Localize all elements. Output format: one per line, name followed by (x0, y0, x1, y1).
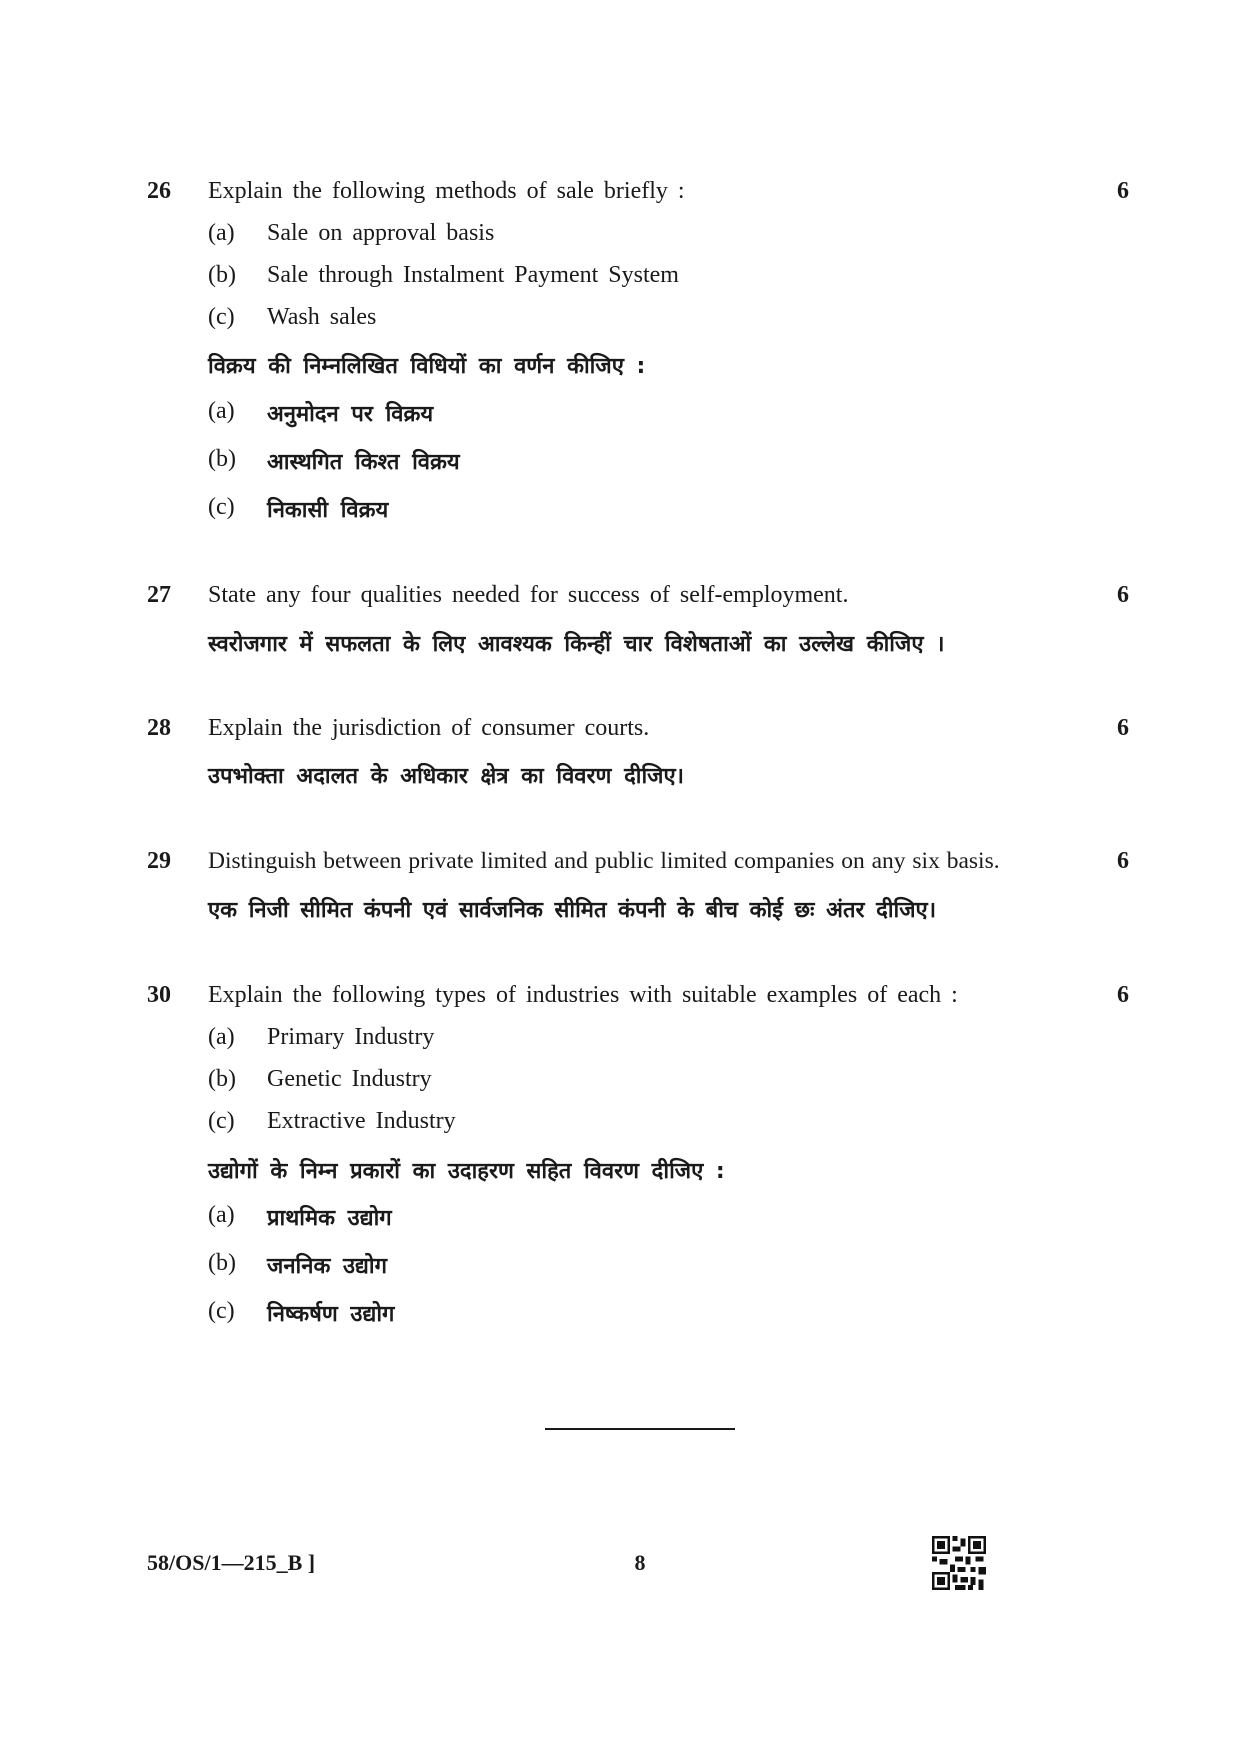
option-label: (c) (208, 1108, 235, 1134)
option-label: (a) (208, 1202, 235, 1228)
question-text-en: Explain the following types of industries with suitable examples of each : (208, 982, 958, 1008)
question-number: 27 (147, 582, 171, 608)
question-marks: 6 (1117, 848, 1129, 874)
option-label: (b) (208, 1250, 236, 1276)
option-label: (a) (208, 1024, 235, 1050)
question-number: 28 (147, 715, 171, 741)
option-text-hi: आस्थगित किश्त विक्रय (267, 450, 460, 475)
option-label: (a) (208, 398, 235, 424)
question-number: 26 (147, 178, 171, 204)
option-text-en: Wash sales (267, 304, 377, 330)
option-label: (b) (208, 262, 236, 288)
question-text-en: State any four qualities needed for success of self-employment. (208, 582, 849, 608)
option-label: (c) (208, 494, 235, 520)
option-text-hi: निकासी विक्रय (267, 498, 389, 523)
question-marks: 6 (1117, 982, 1129, 1008)
question-text-hi: विक्रय की निम्नलिखित विधियों का वर्णन कीजिए : (208, 354, 646, 379)
option-text-hi: जननिक उद्योग (267, 1254, 387, 1279)
question-number: 30 (147, 982, 171, 1008)
option-text-hi: प्राथमिक उद्योग (267, 1206, 392, 1231)
option-text-en: Sale on approval basis (267, 220, 495, 246)
option-label: (c) (208, 304, 235, 330)
question-marks: 6 (1117, 582, 1129, 608)
qr-code-icon (932, 1536, 986, 1590)
paper-code: 58/OS/1—215_B ] (147, 1550, 316, 1575)
question-number: 29 (147, 848, 171, 874)
question-text-hi: उद्योगों के निम्न प्रकारों का उदाहरण सहित विवरण दीजिए : (208, 1159, 725, 1184)
question-text-en: Distinguish between private limited and public limited companies on any six basis. (208, 848, 1000, 874)
page-number: 8 (634, 1550, 646, 1575)
question-text-en: Explain the jurisdiction of consumer courts. (208, 715, 650, 741)
question-text-en: Explain the following methods of sale briefly : (208, 178, 685, 204)
option-label: (a) (208, 220, 235, 246)
option-text-en: Sale through Instalment Payment System (267, 262, 679, 288)
option-text-en: Genetic Industry (267, 1066, 432, 1092)
option-label: (b) (208, 1066, 236, 1092)
option-text-en: Extractive Industry (267, 1108, 456, 1134)
question-text-hi: स्वरोजगार में सफलता के लिए आवश्यक किन्हीं चार विशेषताओं का उल्लेख कीजिए । (208, 632, 945, 657)
option-text-hi: निष्कर्षण उद्योग (267, 1302, 395, 1327)
question-marks: 6 (1117, 715, 1129, 741)
end-divider (545, 1428, 735, 1430)
question-text-hi: उपभोक्ता अदालत के अधिकार क्षेत्र का विवरण दीजिए। (208, 764, 685, 789)
option-label: (b) (208, 446, 236, 472)
option-text-hi: अनुमोदन पर विक्रय (267, 402, 434, 427)
question-text-hi: एक निजी सीमित कंपनी एवं सार्वजनिक सीमित कंपनी के बीच कोई छः अंतर दीजिए। (208, 898, 937, 923)
question-marks: 6 (1117, 178, 1129, 204)
option-label: (c) (208, 1298, 235, 1324)
option-text-en: Primary Industry (267, 1024, 435, 1050)
